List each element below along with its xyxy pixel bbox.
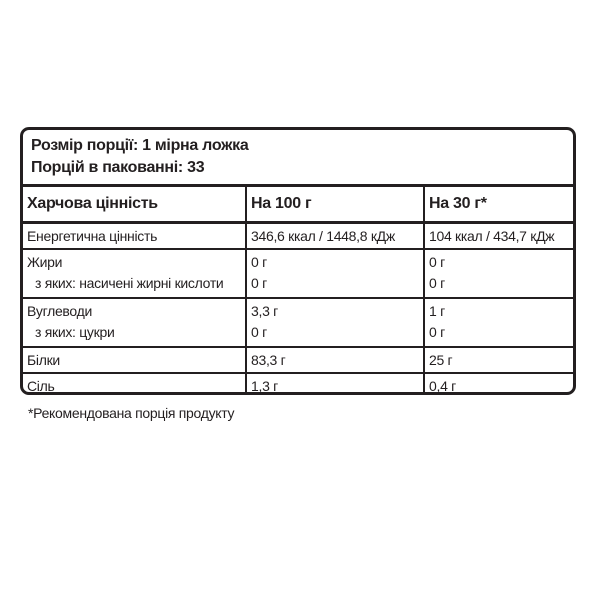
table-row-fats (23, 249, 573, 298)
sub-value-per-serving: 0 г (429, 275, 445, 291)
table-row-salt (23, 373, 573, 395)
row-label: Енергетична цінність (23, 223, 246, 250)
nutrition-table (23, 187, 573, 395)
column-header-per-serving: На 30 г* (424, 187, 573, 223)
value-per-100g: 346,6 ккал / 1448,8 кДж (246, 223, 424, 250)
value-per-serving: 0,4 г (424, 373, 573, 395)
value-per-100g: 0 г (251, 254, 267, 270)
value-per-serving: 104 ккал / 434,7 кДж (424, 223, 573, 250)
row-sub-label: з яких: цукри (35, 324, 115, 340)
table-header-row (23, 187, 573, 223)
serving-info (23, 130, 573, 187)
sub-value-per-100g: 0 г (251, 324, 267, 340)
column-header-per-100g: На 100 г (246, 187, 424, 223)
row-label: Білки (23, 347, 246, 373)
servings-per-package: Порцій в пакованні: 33 (31, 159, 205, 176)
table-row-carbohydrates (23, 298, 573, 347)
value-per-100g: 1,3 г (246, 373, 424, 395)
value-per-serving: 25 г (424, 347, 573, 373)
row-label: Вуглеводи (27, 303, 92, 319)
sub-value-per-100g: 0 г (251, 275, 267, 291)
value-per-serving: 0 г (429, 254, 445, 270)
row-label: Сіль (27, 378, 55, 394)
serving-size: Розмір порції: 1 мірна ложка (31, 137, 249, 154)
row-label: Жири (27, 254, 63, 270)
sub-value-per-serving: 0 г (429, 324, 445, 340)
table-row-energy (23, 223, 573, 250)
table-row-protein (23, 347, 573, 373)
nutrition-facts-panel (20, 127, 576, 395)
value-per-serving: 1 г (429, 303, 445, 319)
value-per-100g: 3,3 г (251, 303, 278, 319)
value-per-100g: 83,3 г (246, 347, 424, 373)
serving-footnote: *Рекомендована порція продукту (28, 405, 235, 421)
row-sub-label: з яких: насичені жирні кислоти (35, 275, 224, 291)
column-header-nutrient: Харчова цінність (23, 187, 246, 223)
